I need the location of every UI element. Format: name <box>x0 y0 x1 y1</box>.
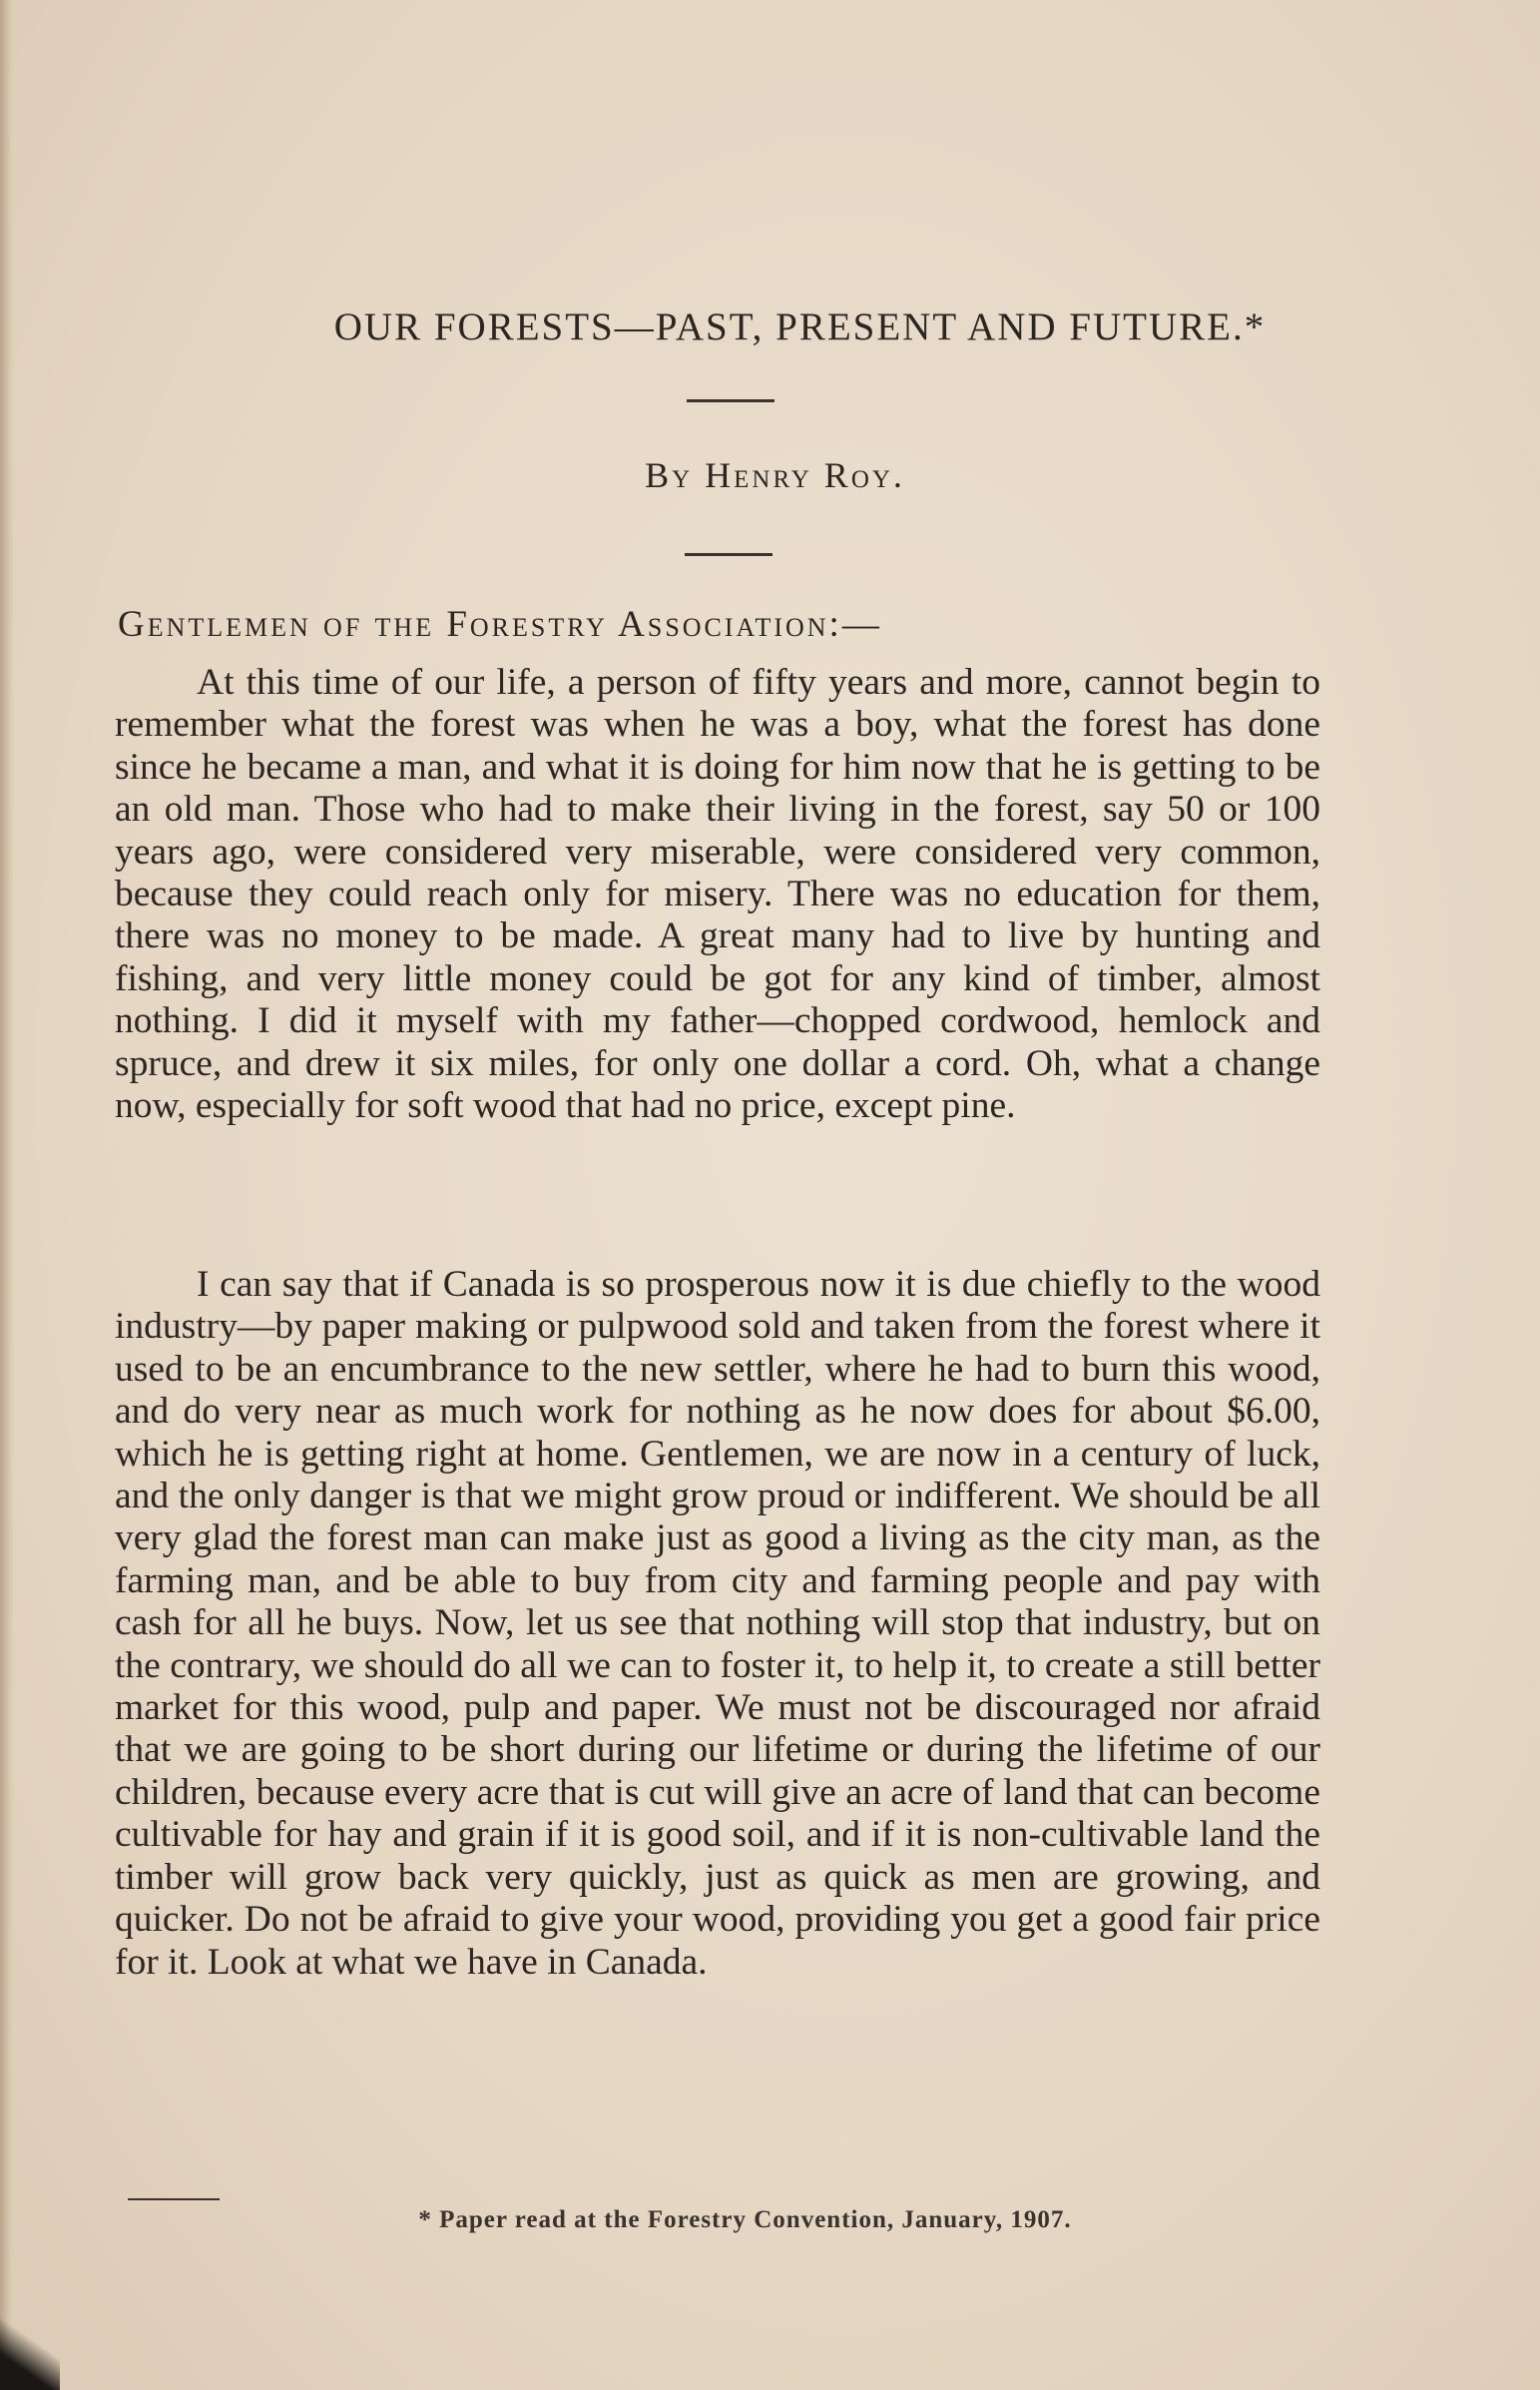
author-byline: By Henry Roy. <box>645 455 905 495</box>
body-paragraph: I can say that if Canada is so prosperous now it is due chiefly to the wood industry—by paper making or pulpwood sold and taken from the forest where it used to be an encumbrance to the new settler, where he had to burn this wood, and do very near as much work for nothing as he now does for about $6.00, which he is getting right at home. Gentlemen, we are now in a century of luck, and the only danger is that we might grow proud or indifferent. We should be all very glad the forest man can make just as good a living as the city man, as the farming man, and be able to buy from city and farming people and pay with cash for all he buys. Now, let us see that nothing will stop that industry, but on the contrary, we should do all we can to foster it, to help it, to create a still better market for this wood, pulp and paper. We must not be discouraged nor afraid that we are going to be short during our lifetime or during the lifetime of our children, because every acre that is cut will give an acre of land that can become cultivable for hay and grain if it is good soil, and if it is non-cultivable land the timber will grow back very quickly, just as quick as men are growing, and quicker. Do not be afraid to give your wood, providing you get a good fair price for it. Look at what we have in Canada. <box>115 1264 1320 1983</box>
page-binding-edge <box>0 0 14 2390</box>
title-divider <box>687 399 774 402</box>
footnote: * Paper read at the Forestry Convention, January, 1907. <box>418 2206 1072 2233</box>
body-paragraph-1-block <box>115 662 1320 1127</box>
byline-divider <box>685 553 772 556</box>
salutation: Gentlemen of the Forestry Association:— <box>118 604 882 645</box>
corner-shadow <box>0 2310 60 2390</box>
article-title: OUR FORESTS—PAST, PRESENT AND FUTURE.* <box>333 305 1267 348</box>
body-paragraph: At this time of our life, a person of fifty years and more, cannot begin to remember what the forest was when he was a boy, what the forest has done since he became a man, and what it is doing for him now that he is getting to be an old man. Those who had to make their living in the forest, say 50 or 100 years ago, were considered very miserable, were considered very common, because they could reach only for misery. There was no education for them, there was no money to be made. A great many had to live by hunting and fishing, and very little money could be got for any kind of timber, almost nothing. I did it myself with my father—chopped cordwood, hemlock and spruce, and drew it six miles, for only one dollar a cord. Oh, what a change now, especially for soft wood that had no price, except pine. <box>115 662 1320 1127</box>
footnote-divider <box>128 2198 220 2200</box>
body-paragraph-2-block <box>115 1264 1320 1984</box>
